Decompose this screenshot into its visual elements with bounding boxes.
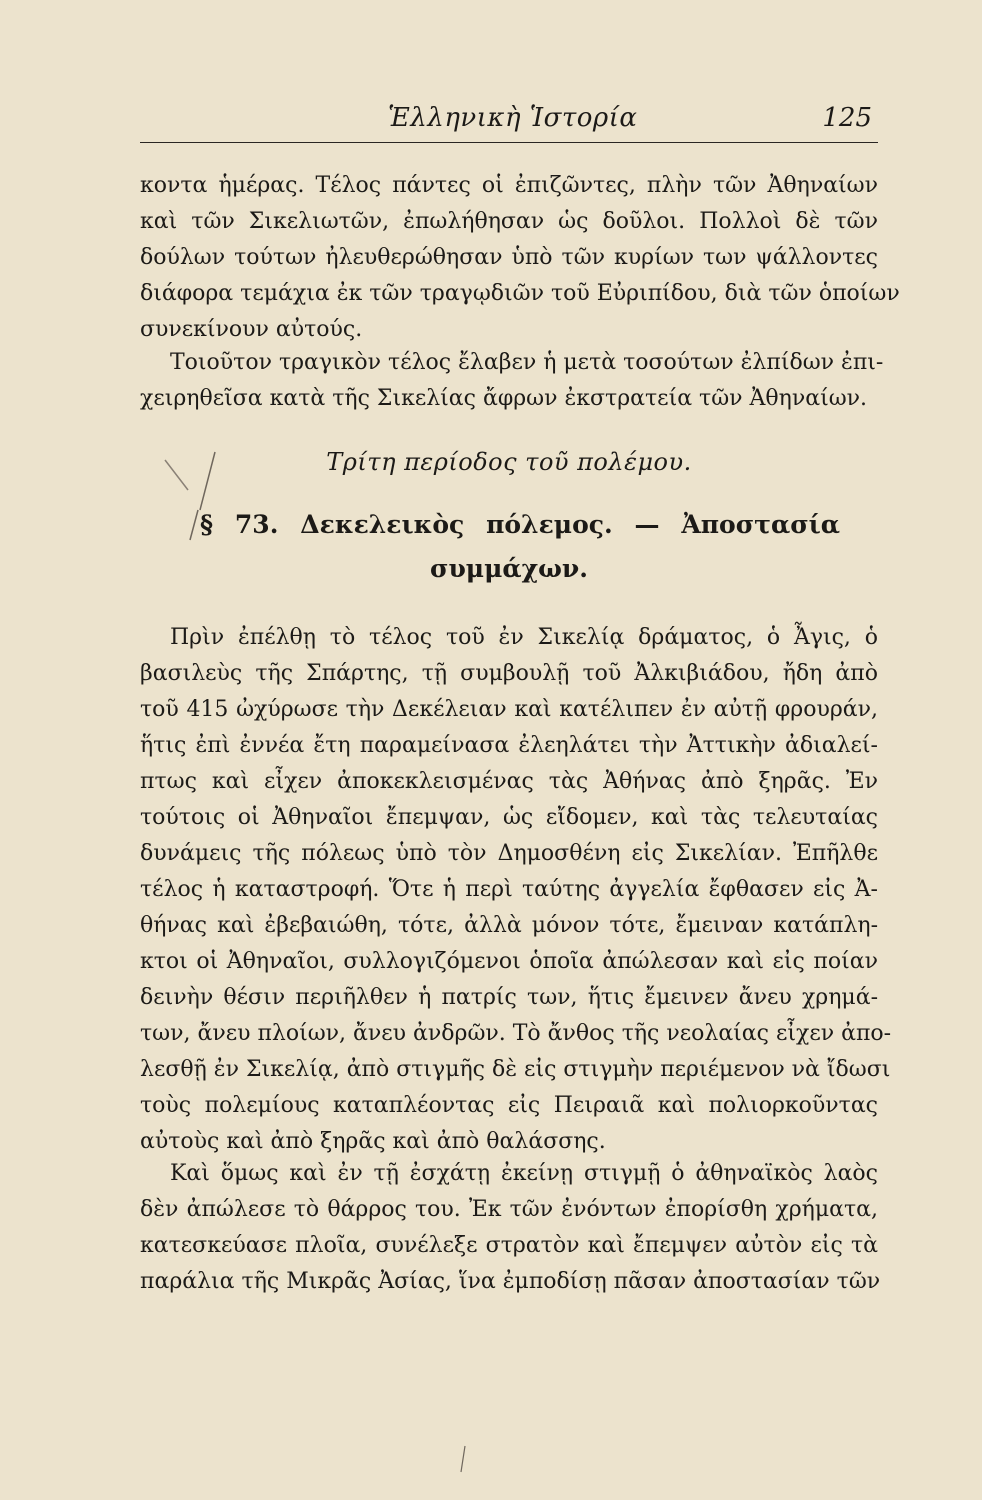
text-line: τέλος ἡ καταστροφή. Ὅτε ἡ περὶ ταύτης ἀγγελία ἔφθασεν εἰς Ἀ- — [140, 877, 878, 902]
paragraph-3 — [140, 620, 892, 1160]
text-line: ἥτις ἐπὶ ἐννέα ἔτη παραμείνασα ἐλεηλάτει τὴν Ἀττικὴν ἀδιαλεί- — [140, 733, 878, 758]
text-line: συνεκίνουν αὐτούς. — [140, 317, 363, 342]
text-line: δὲν ἀπώλεσε τὸ θάρρος του. Ἐκ τῶν ἐνόντων ἐπορίσθη χρήματα, — [140, 1197, 878, 1222]
paragraph-1 — [140, 168, 900, 348]
text-line: δούλων τούτων ἠλευθερώθησαν ὑπὸ τῶν κυρίων των ψάλλοντες — [140, 245, 878, 270]
chapter-heading: § 73. Δεκελεικὸς πόλεμος. — Ἀποστασία — [200, 510, 840, 539]
text-line: διάφορα τεμάχια ἐκ τῶν τραγῳδιῶν τοῦ Εὐριπίδου, διὰ τῶν ὁποίων — [140, 281, 900, 306]
chapter-heading-continued: συμμάχων. — [430, 554, 588, 583]
text-line: τοὺς πολεμίους καταπλέοντας εἰς Πειραιᾶ καὶ πολιορκοῦντας — [140, 1093, 878, 1118]
text-line: λεσθῇ ἐν Σικελίᾳ, ἀπὸ στιγμῆς δὲ εἰς στιγμὴν περιέμενον νὰ ἴδωσι — [140, 1057, 891, 1082]
running-head — [140, 103, 880, 139]
text-line: τούτοις οἱ Ἀθηναῖοι ἔπεμψαν, ὡς εἴδομεν, καὶ τὰς τελευταίας — [140, 805, 878, 830]
text-line: Καὶ ὅμως καὶ ἐν τῇ ἐσχάτῃ ἐκείνῃ στιγμῇ ὁ ἀθηναϊκὸς λαὸς — [170, 1161, 878, 1186]
text-line: θήνας καὶ ἐβεβαιώθη, τότε, ἀλλὰ μόνον τότε, ἔμειναν κατάπλη- — [140, 913, 878, 938]
text-line: χειρηθεῖσα κατὰ τῆς Σικελίας ἄφρων ἐκστρατεία τῶν Ἀθηναίων. — [140, 386, 867, 411]
stray-mark-icon — [458, 1444, 468, 1474]
running-title: Ἑλληνικὴ Ἱστορία — [388, 103, 638, 133]
section-title: Τρίτη περίοδος τοῦ πολέμου. — [326, 448, 692, 476]
header-rule — [140, 142, 878, 143]
text-line: κοντα ἡμέρας. Τέλος πάντες οἱ ἐπιζῶντες, πλὴν τῶν Ἀθηναίων — [140, 173, 878, 198]
text-line: κατεσκεύασε πλοῖα, συνέλεξε στρατὸν καὶ ἔπεμψεν αὐτὸν εἰς τὰ — [140, 1233, 878, 1258]
text-line: καὶ τῶν Σικελιωτῶν, ἐπωλήθησαν ὡς δοῦλοι. Πολλοὶ δὲ τῶν — [140, 209, 878, 234]
text-line: δεινὴν θέσιν περιῆλθεν ἡ πατρίς των, ἥτις ἔμεινεν ἄνευ χρημά- — [140, 985, 878, 1010]
text-line: βασιλεὺς τῆς Σπάρτης, τῇ συμβουλῇ τοῦ Ἀλκιβιάδου, ἤδη ἀπὸ — [140, 661, 878, 686]
text-line: Τοιοῦτον τραγικὸν τέλος ἔλαβεν ἡ μετὰ τοσούτων ἐλπίδων ἐπι- — [170, 350, 884, 375]
text-line: Πρὶν ἐπέλθῃ τὸ τέλος τοῦ ἐν Σικελίᾳ δράματος, ὁ Ἆγις, ὁ — [170, 625, 878, 650]
text-line: κτοι οἱ Ἀθηναῖοι, συλλογιζόμενοι ὁποῖα ἀπώλεσαν καὶ εἰς ποίαν — [140, 949, 878, 974]
paragraph-2 — [140, 345, 884, 417]
text-line: τοῦ 415 ὠχύρωσε τὴν Δεκέλειαν καὶ κατέλιπεν ἐν αὐτῇ φρουράν, — [140, 697, 878, 722]
text-line: των, ἄνευ πλοίων, ἄνευ ἀνδρῶν. Τὸ ἄνθος τῆς νεολαίας εἶχεν ἀπο- — [140, 1021, 892, 1046]
text-line: αὐτοὺς καὶ ἀπὸ ξηρᾶς καὶ ἀπὸ θαλάσσης. — [140, 1129, 606, 1154]
text-line: δυνάμεις τῆς πόλεως ὑπὸ τὸν Δημοσθένη εἰς Σικελίαν. Ἐπῆλθε — [140, 841, 878, 866]
paragraph-4 — [140, 1156, 881, 1300]
text-line: πτως καὶ εἶχεν ἀποκεκλεισμένας τὰς Ἀθήνας ἀπὸ ξηρᾶς. Ἐν — [140, 769, 878, 794]
text-line: παράλια τῆς Μικρᾶς Ἀσίας, ἵνα ἐμποδίσῃ πᾶσαν ἀποστασίαν τῶν — [140, 1269, 881, 1294]
page-number: 125 — [822, 103, 872, 133]
